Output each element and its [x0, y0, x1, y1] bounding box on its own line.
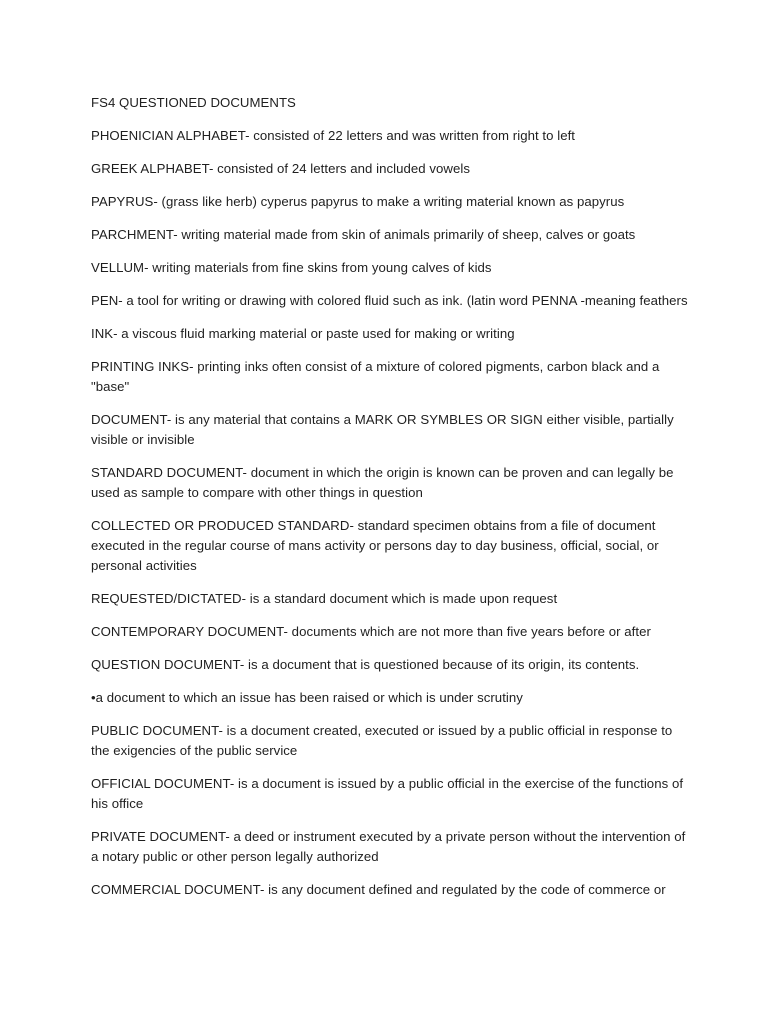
paragraph-greek-alphabet: GREEK ALPHABET- consisted of 24 letters and included vowels	[91, 161, 470, 176]
document-title: FS4 QUESTIONED DOCUMENTS	[91, 95, 296, 110]
paragraph-collected-standard: COLLECTED OR PRODUCED STANDARD- standard specimen obtains from a file of document executed in the regular course of mans activity or persons day to day business, official, social, or personal activities	[91, 518, 659, 573]
paragraph-official-document: OFFICIAL DOCUMENT- is a document is issued by a public official in the exercise of the functions of his office	[91, 776, 684, 811]
paragraph-private-document: PRIVATE DOCUMENT- a deed or instrument executed by a private person without the intervention of a notary public or other person legally authorized	[91, 829, 686, 864]
paragraph-public-document: PUBLIC DOCUMENT- is a document created, executed or issued by a public official in response to the exigencies of the public service	[91, 723, 673, 758]
paragraph-pen: PEN- a tool for writing or drawing with colored fluid such as ink. (latin word PENNA -meaning feathers	[91, 293, 688, 308]
paragraph-contemporary-document: CONTEMPORARY DOCUMENT- documents which are not more than five years before or after	[91, 624, 651, 639]
paragraph-printing-inks: PRINTING INKS- printing inks often consist of a mixture of colored pigments, carbon black and a "base"	[91, 359, 660, 394]
paragraph-question-document: QUESTION DOCUMENT- is a document that is questioned because of its origin, its contents.	[91, 657, 640, 672]
paragraph-requested-dictated: REQUESTED/DICTATED- is a standard document which is made upon request	[91, 591, 558, 606]
paragraph-phoenician-alphabet: PHOENICIAN ALPHABET- consisted of 22 letters and was written from right to left	[91, 128, 576, 143]
paragraph-parchment: PARCHMENT- writing material made from skin of animals primarily of sheep, calves or goats	[91, 227, 636, 242]
document-body	[91, 93, 691, 913]
paragraph-question-document-bullet: •a document to which an issue has been raised or which is under scrutiny	[91, 690, 523, 705]
paragraph-papyrus: PAPYRUS- (grass like herb) cyperus papyrus to make a writing material known as papyrus	[91, 194, 625, 209]
paragraph-ink: INK- a viscous fluid marking material or paste used for making or writing	[91, 326, 515, 341]
paragraph-commercial-document: COMMERCIAL DOCUMENT- is any document defined and regulated by the code of commerce or	[91, 882, 666, 897]
paragraph-document: DOCUMENT- is any material that contains a MARK OR SYMBLES OR SIGN either visible, partially visible or invisible	[91, 412, 674, 447]
paragraph-standard-document: STANDARD DOCUMENT- document in which the origin is known can be proven and can legally be used as sample to compare with other things in question	[91, 465, 674, 500]
paragraph-vellum: VELLUM- writing materials from fine skins from young calves of kids	[91, 260, 492, 275]
